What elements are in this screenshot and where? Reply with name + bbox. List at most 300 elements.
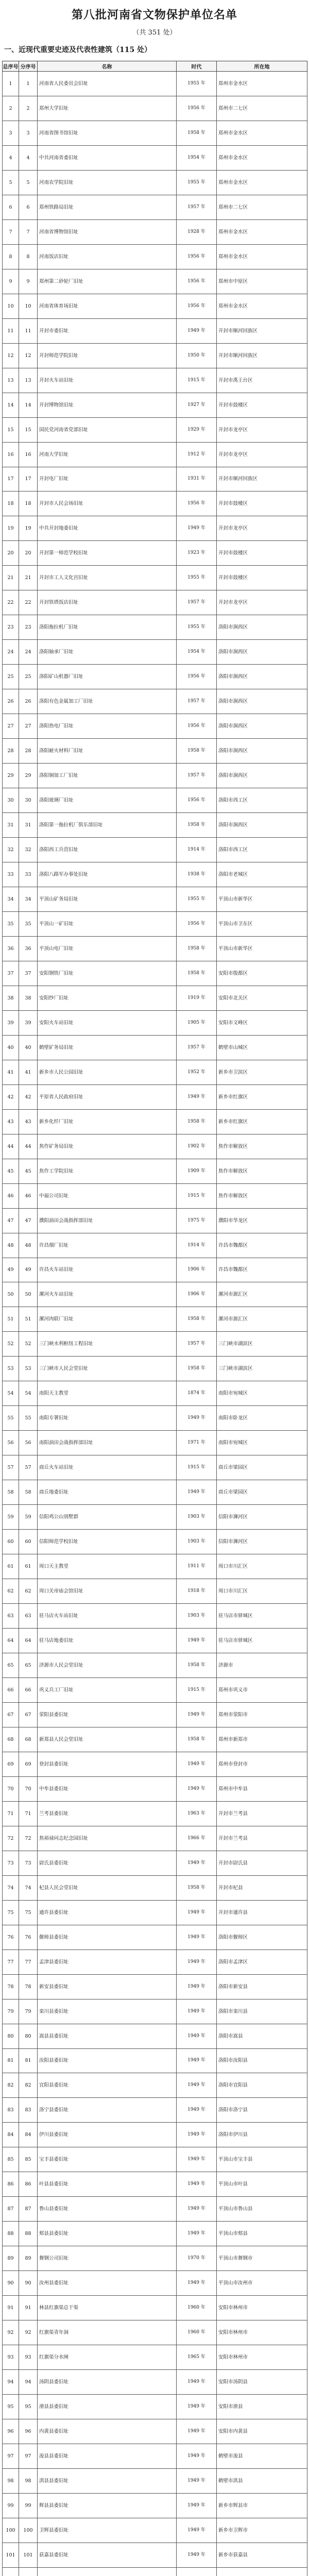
cell-era: 1956 年 <box>177 244 217 269</box>
cell-location: 郑州市金水区 <box>217 219 307 244</box>
cell-name: 开封市工人文化宫旧址 <box>38 566 177 590</box>
cell-location: 商丘市梁园区 <box>217 1480 307 1505</box>
table-row <box>3 2296 307 2320</box>
cell-total-no: 88 <box>3 2222 19 2246</box>
cell-sub-no: 56 <box>19 1431 38 1455</box>
cell-name: 驻马店火车站旧址 <box>38 1604 177 1629</box>
table-row <box>3 2320 307 2345</box>
header-era: 时代 <box>177 61 217 72</box>
cell-location: 南阳市宛城区 <box>217 1381 307 1406</box>
cell-sub-no: 34 <box>19 887 38 911</box>
cell-location: 洛阳市嵩县 <box>217 2024 307 2048</box>
cell-name: 汤阴县委旧址 <box>38 2370 177 2395</box>
cell-name: 开封师范学院旧址 <box>38 343 177 368</box>
cell-name: 内黄县委旧址 <box>38 2419 177 2444</box>
cell-sub-no: 89 <box>19 2246 38 2271</box>
table-row <box>3 318 307 343</box>
cell-sub-no: 84 <box>19 2123 38 2147</box>
table-row <box>3 1554 307 1579</box>
table-row <box>3 2222 307 2246</box>
cell-sub-no: 28 <box>19 739 38 764</box>
table-row <box>3 1974 307 1999</box>
table-row <box>3 1332 307 1357</box>
cell-location: 三门峡市湖滨区 <box>217 1357 307 1381</box>
cell-total-no: 2 <box>3 96 19 121</box>
cell-total-no: 91 <box>3 2296 19 2320</box>
cell-sub-no: 78 <box>19 1974 38 1999</box>
cell-sub-no <box>19 2567 38 2576</box>
cell-total-no: 67 <box>3 1702 19 1727</box>
cell-era: 1958 年 <box>177 739 217 764</box>
cell-era: 1929 年 <box>177 417 217 442</box>
table-row <box>3 1307 307 1332</box>
cell-location: 洛阳市涧西区 <box>217 764 307 788</box>
cell-name: 周口关帝庙会馆旧址 <box>38 1579 177 1604</box>
cell-sub-no: 59 <box>19 1505 38 1530</box>
cell-era: 1950 年 <box>177 343 217 368</box>
cell-name: 洛阳轴承厂旧址 <box>38 640 177 665</box>
cell-location: 开封市兰考县 <box>217 1826 307 1851</box>
cell-era: 1949 年 <box>177 2271 217 2296</box>
cell-total-no: 100 <box>3 2518 19 2543</box>
cell-total-no: 48 <box>3 1233 19 1258</box>
cell-sub-no: 25 <box>19 665 38 689</box>
cell-total-no: 50 <box>3 1282 19 1307</box>
table-row <box>3 813 307 838</box>
cell-location: 鹤壁市淇县 <box>217 2468 307 2493</box>
cell-name: 安阳纱厂旧址 <box>38 986 177 1010</box>
cell-name: 巩义兵工厂旧址 <box>38 1677 177 1702</box>
cell-name: 开封火车站旧址 <box>38 368 177 393</box>
cell-name: 叶县县委旧址 <box>38 2172 177 2197</box>
cell-total-no: 1 <box>3 72 19 96</box>
cell-name: 尉氏县委旧址 <box>38 1851 177 1875</box>
cell-era: 1912 年 <box>177 442 217 467</box>
cell-name: 南阳油田会战指挥部旧址 <box>38 1431 177 1455</box>
cell-era: 1949 年 <box>177 2197 217 2222</box>
cell-name: 浚县县委旧址 <box>38 2444 177 2469</box>
cell-location: 洛阳市汝阳县 <box>217 2048 307 2073</box>
cell-total-no: 49 <box>3 1258 19 1282</box>
cell-name: 兰考县委旧址 <box>38 1801 177 1826</box>
cell-name: 洛阳矿山机器厂旧址 <box>38 665 177 689</box>
cell-location: 郑州市巩义市 <box>217 1677 307 1702</box>
table-row <box>3 1900 307 1925</box>
cell-name: 许昌烟厂旧址 <box>38 1233 177 1258</box>
cell-total-no: 37 <box>3 961 19 986</box>
cell-name: 开封第一师范学校旧址 <box>38 541 177 566</box>
cell-sub-no: 31 <box>19 813 38 838</box>
cell-location: 开封市顺河回族区 <box>217 467 307 492</box>
cell-sub-no: 23 <box>19 615 38 640</box>
cell-era: 1949 年 <box>177 1776 217 1801</box>
cell-name: 汝州县委旧址 <box>38 2271 177 2296</box>
table-row <box>3 788 307 813</box>
cell-sub-no: 99 <box>19 2493 38 2518</box>
cell-era: 1949 年 <box>177 2493 217 2518</box>
cell-era: 1949 年 <box>177 2444 217 2469</box>
table-row <box>3 516 307 541</box>
cell-sub-no: 63 <box>19 1604 38 1629</box>
cell-total-no: 39 <box>3 1010 19 1035</box>
table-row <box>3 1060 307 1084</box>
table-row <box>3 1010 307 1035</box>
cell-sub-no: 79 <box>19 1999 38 2024</box>
cell-era: 1906 年 <box>177 1258 217 1282</box>
cell-location: 开封市龙亭区 <box>217 516 307 541</box>
cell-era: 1931 年 <box>177 467 217 492</box>
cell-location: 濮阳市华龙区 <box>217 1208 307 1233</box>
cell-total-no: 63 <box>3 1604 19 1629</box>
table-row <box>3 1208 307 1233</box>
cell-total-no: 45 <box>3 1159 19 1183</box>
cell-total-no: 47 <box>3 1208 19 1233</box>
cell-name: 商丘火车站旧址 <box>38 1455 177 1480</box>
table-row <box>3 2246 307 2271</box>
cell-name: 舞钢公司旧址 <box>38 2246 177 2271</box>
cell-era: 1958 年 <box>177 1727 217 1752</box>
table-header <box>3 61 307 72</box>
cell-sub-no: 88 <box>19 2222 38 2246</box>
cell-total-no: 68 <box>3 1727 19 1752</box>
table-row <box>3 615 307 640</box>
cell-location: 洛阳市西工区 <box>217 788 307 813</box>
cell-location: 安阳市滑县 <box>217 2395 307 2419</box>
cell-name: 信阳鸡公山别墅群 <box>38 1505 177 1530</box>
cell-era: 1956 年 <box>177 96 217 121</box>
cell-location: 开封市鼓楼区 <box>217 541 307 566</box>
cell-name: 中共河南省委旧址 <box>38 145 177 170</box>
table-row <box>3 1752 307 1776</box>
cell-location <box>217 2567 307 2576</box>
cell-name: 新郑县人民会堂旧址 <box>38 1727 177 1752</box>
cell-sub-no: 66 <box>19 1677 38 1702</box>
table-row <box>3 467 307 492</box>
cell-total-no: 30 <box>3 788 19 813</box>
cell-name: 焦裕禄同志纪念园旧址 <box>38 1826 177 1851</box>
cell-era: 1915 年 <box>177 368 217 393</box>
cell-location: 驻马店市驿城区 <box>217 1604 307 1629</box>
cell-sub-no: 27 <box>19 714 38 739</box>
table-row <box>3 2147 307 2172</box>
cell-sub-no: 13 <box>19 368 38 393</box>
table-row <box>3 1629 307 1653</box>
cell-era: 1957 年 <box>177 195 217 219</box>
cell-location: 新乡市获嘉县 <box>217 2543 307 2567</box>
cell-era: 1949 年 <box>177 2048 217 2073</box>
table-row <box>3 936 307 961</box>
cell-era: 1956 年 <box>177 269 217 294</box>
cell-sub-no: 48 <box>19 1233 38 1258</box>
cell-sub-no: 11 <box>19 318 38 343</box>
header-total-no: 总序号 <box>3 61 19 72</box>
cell-sub-no: 17 <box>19 467 38 492</box>
cell-location: 郑州市金水区 <box>217 244 307 269</box>
table-row <box>3 714 307 739</box>
cell-location: 开封市鼓楼区 <box>217 566 307 590</box>
cell-name: 开封博物馆旧址 <box>38 393 177 417</box>
cell-sub-no: 43 <box>19 1109 38 1134</box>
table-row <box>3 887 307 911</box>
cell-era: 1949 年 <box>177 1974 217 1999</box>
cell-total-no: 69 <box>3 1752 19 1776</box>
cell-total-no: 35 <box>3 911 19 936</box>
cell-location: 开封市禹王台区 <box>217 368 307 393</box>
header-sub-no: 分序号 <box>19 61 38 72</box>
table-row <box>3 1875 307 1900</box>
cell-location: 洛阳市老城区 <box>217 862 307 887</box>
cell-total-no: 26 <box>3 689 19 714</box>
cell-location: 南阳市卧龙区 <box>217 1406 307 1431</box>
cell-name: 郑州第二砂轮厂旧址 <box>38 269 177 294</box>
cell-sub-no: 10 <box>19 294 38 318</box>
table-row <box>3 1604 307 1629</box>
cell-name: 新乡化纤厂旧址 <box>38 1109 177 1134</box>
cell-era: 1949 年 <box>177 2172 217 2197</box>
cell-sub-no: 41 <box>19 1060 38 1084</box>
cell-era: 1949 年 <box>177 2147 217 2172</box>
table-row <box>3 911 307 936</box>
cell-sub-no: 22 <box>19 590 38 615</box>
cell-name: 开封市人民会场旧址 <box>38 492 177 516</box>
cell-sub-no: 1 <box>19 72 38 96</box>
cell-name: 荥阳县委旧址 <box>38 1702 177 1727</box>
cell-location: 驻马店市驿城区 <box>217 1629 307 1653</box>
cell-name: 河南大学旧址 <box>38 442 177 467</box>
cell-name: 安阳火车站旧址 <box>38 1010 177 1035</box>
table-row <box>3 2197 307 2222</box>
cell-total-no <box>3 2567 19 2576</box>
cell-name: 伊川县委旧址 <box>38 2123 177 2147</box>
cell-name: 国民党河南省党部旧址 <box>38 417 177 442</box>
cell-sub-no: 50 <box>19 1282 38 1307</box>
cell-era: 1949 年 <box>177 2024 217 2048</box>
cell-location: 郑州市金水区 <box>217 170 307 195</box>
cell-sub-no: 29 <box>19 764 38 788</box>
table-row <box>3 2543 307 2567</box>
table-row <box>3 368 307 393</box>
cell-era: 1949 年 <box>177 516 217 541</box>
cell-era: 1958 年 <box>177 1357 217 1381</box>
cell-era: 1874 年 <box>177 1381 217 1406</box>
cell-location: 信阳市浉河区 <box>217 1530 307 1554</box>
cell-total-no: 83 <box>3 2098 19 2123</box>
cell-total-no: 32 <box>3 838 19 862</box>
cell-sub-no: 94 <box>19 2370 38 2395</box>
cell-name: 南阳专署旧址 <box>38 1406 177 1431</box>
table-row <box>3 1109 307 1134</box>
cell-era: 1957 年 <box>177 590 217 615</box>
cell-total-no: 92 <box>3 2320 19 2345</box>
cell-sub-no: 71 <box>19 1801 38 1826</box>
cell-location: 开封市龙亭区 <box>217 417 307 442</box>
cell-name: 洛阳耐火材料厂旧址 <box>38 739 177 764</box>
cell-sub-no: 57 <box>19 1455 38 1480</box>
cell-total-no: 4 <box>3 145 19 170</box>
table-row <box>3 961 307 986</box>
cell-sub-no: 101 <box>19 2543 38 2567</box>
cell-era: 1909 年 <box>177 1159 217 1183</box>
cell-total-no: 81 <box>3 2048 19 2073</box>
cell-sub-no: 47 <box>19 1208 38 1233</box>
cell-name: 滑县县委旧址 <box>38 2395 177 2419</box>
cell-era: 1956 年 <box>177 492 217 516</box>
cell-location: 洛阳市偃师区 <box>217 1925 307 1950</box>
cell-location: 安阳市林州市 <box>217 2345 307 2370</box>
cell-sub-no: 30 <box>19 788 38 813</box>
cell-sub-no: 53 <box>19 1357 38 1381</box>
cell-total-no: 93 <box>3 2345 19 2370</box>
cell-total-no: 34 <box>3 887 19 911</box>
cell-location: 洛阳市涧西区 <box>217 813 307 838</box>
cell-total-no: 58 <box>3 1480 19 1505</box>
cell-sub-no: 73 <box>19 1851 38 1875</box>
cell-total-no: 13 <box>3 368 19 393</box>
cell-location: 开封市龙亭区 <box>217 590 307 615</box>
table-row <box>3 1677 307 1702</box>
cell-location: 洛阳市涧西区 <box>217 640 307 665</box>
cell-name: 中牟县委旧址 <box>38 1776 177 1801</box>
cell-era: 1928 年 <box>177 219 217 244</box>
cell-location: 济源市 <box>217 1653 307 1678</box>
cell-total-no: 16 <box>3 442 19 467</box>
cell-name: 焦作矿务局旧址 <box>38 1134 177 1159</box>
cell-era: 1914 年 <box>177 1233 217 1258</box>
table-row <box>3 2567 307 2576</box>
cell-location: 新乡市红旗区 <box>217 1109 307 1134</box>
cell-total-no: 33 <box>3 862 19 887</box>
cell-era: 1927 年 <box>177 393 217 417</box>
table-row <box>3 2345 307 2370</box>
cell-name: 洛阳热电厂旧址 <box>38 714 177 739</box>
cell-total-no: 84 <box>3 2123 19 2147</box>
cell-sub-no: 74 <box>19 1875 38 1900</box>
table-body <box>3 72 307 2576</box>
table-row <box>3 862 307 887</box>
cell-location: 安阳市汤阴县 <box>217 2370 307 2395</box>
cell-name <box>38 2567 177 2576</box>
cell-total-no: 6 <box>3 195 19 219</box>
table-row <box>3 442 307 467</box>
cell-name: 平顶山一矿旧址 <box>38 911 177 936</box>
cell-sub-no: 8 <box>19 244 38 269</box>
cell-name: 宝丰县委旧址 <box>38 2147 177 2172</box>
cell-name: 中共开封地委旧址 <box>38 516 177 541</box>
cell-name: 洛阳第一拖拉机厂俱乐部旧址 <box>38 813 177 838</box>
cell-era: 1965 年 <box>177 2345 217 2370</box>
cell-name: 汝阳县委旧址 <box>38 2048 177 2073</box>
cell-sub-no: 20 <box>19 541 38 566</box>
cell-location: 平顶山市卫东区 <box>217 911 307 936</box>
cell-total-no: 21 <box>3 566 19 590</box>
cell-total-no: 24 <box>3 640 19 665</box>
cell-total-no: 3 <box>3 121 19 145</box>
cell-location: 商丘市梁园区 <box>217 1455 307 1480</box>
cell-era: 1958 年 <box>177 1653 217 1678</box>
cell-era: 1954 年 <box>177 145 217 170</box>
cell-sub-no: 3 <box>19 121 38 145</box>
table-row <box>3 121 307 145</box>
cell-total-no: 101 <box>3 2543 19 2567</box>
header-name: 名称 <box>38 61 177 72</box>
cell-location: 郑州市中原区 <box>217 269 307 294</box>
table-row <box>3 1134 307 1159</box>
cell-era <box>177 2567 217 2576</box>
table-row <box>3 1258 307 1282</box>
table-row <box>3 2172 307 2197</box>
cell-sub-no: 35 <box>19 911 38 936</box>
cell-total-no: 85 <box>3 2147 19 2172</box>
cell-sub-no: 14 <box>19 393 38 417</box>
cell-sub-no: 26 <box>19 689 38 714</box>
cell-name: 孟津县委旧址 <box>38 1950 177 1974</box>
table-row <box>3 1505 307 1530</box>
cell-location: 郑州市二七区 <box>217 96 307 121</box>
cell-name: 河南省图书馆旧址 <box>38 121 177 145</box>
cell-name: 开封电厂旧址 <box>38 467 177 492</box>
table-row <box>3 1776 307 1801</box>
table-row <box>3 1727 307 1752</box>
cell-sub-no: 15 <box>19 417 38 442</box>
cell-total-no: 10 <box>3 294 19 318</box>
cell-total-no: 77 <box>3 1950 19 1974</box>
cell-sub-no: 54 <box>19 1381 38 1406</box>
table-row <box>3 1431 307 1455</box>
cell-name: 开封铁塔饭店旧址 <box>38 590 177 615</box>
cell-location: 郑州市金水区 <box>217 145 307 170</box>
cell-era: 1958 年 <box>177 936 217 961</box>
cell-name: 嵩县县委旧址 <box>38 2024 177 2048</box>
document-title: 第八批河南省文物保护单位名单 <box>71 8 237 22</box>
table-row <box>3 96 307 121</box>
cell-sub-no: 67 <box>19 1702 38 1727</box>
heritage-table <box>2 61 307 2576</box>
cell-name: 洛宁县委旧址 <box>38 2098 177 2123</box>
cell-total-no: 61 <box>3 1554 19 1579</box>
table-row <box>3 1801 307 1826</box>
cell-sub-no: 61 <box>19 1554 38 1579</box>
cell-total-no: 60 <box>3 1530 19 1554</box>
cell-era: 1949 年 <box>177 2370 217 2395</box>
cell-total-no: 28 <box>3 739 19 764</box>
cell-era: 1956 年 <box>177 788 217 813</box>
table-row <box>3 1950 307 1974</box>
cell-location: 开封市尉氏县 <box>217 1851 307 1875</box>
cell-location: 焦作市解放区 <box>217 1159 307 1183</box>
cell-location: 郑州市新郑市 <box>217 1727 307 1752</box>
cell-sub-no: 70 <box>19 1776 38 1801</box>
cell-location: 新乡市卫辉市 <box>217 2518 307 2543</box>
cell-era: 1949 年 <box>177 2543 217 2567</box>
table-row <box>3 2123 307 2147</box>
cell-total-no: 57 <box>3 1455 19 1480</box>
cell-sub-no: 5 <box>19 170 38 195</box>
cell-location: 洛阳市涧西区 <box>217 689 307 714</box>
table-row <box>3 1406 307 1431</box>
cell-sub-no: 39 <box>19 1010 38 1035</box>
cell-location: 洛阳市洛宁县 <box>217 2098 307 2123</box>
cell-sub-no: 93 <box>19 2345 38 2370</box>
table-row <box>3 665 307 689</box>
cell-sub-no: 21 <box>19 566 38 590</box>
cell-era: 1956 年 <box>177 294 217 318</box>
cell-location: 平顶山市鲁山县 <box>217 2197 307 2222</box>
cell-era: 1903 年 <box>177 1505 217 1530</box>
cell-sub-no: 18 <box>19 492 38 516</box>
cell-era: 1915 年 <box>177 1677 217 1702</box>
cell-era: 1960 年 <box>177 2320 217 2345</box>
cell-sub-no: 98 <box>19 2468 38 2493</box>
